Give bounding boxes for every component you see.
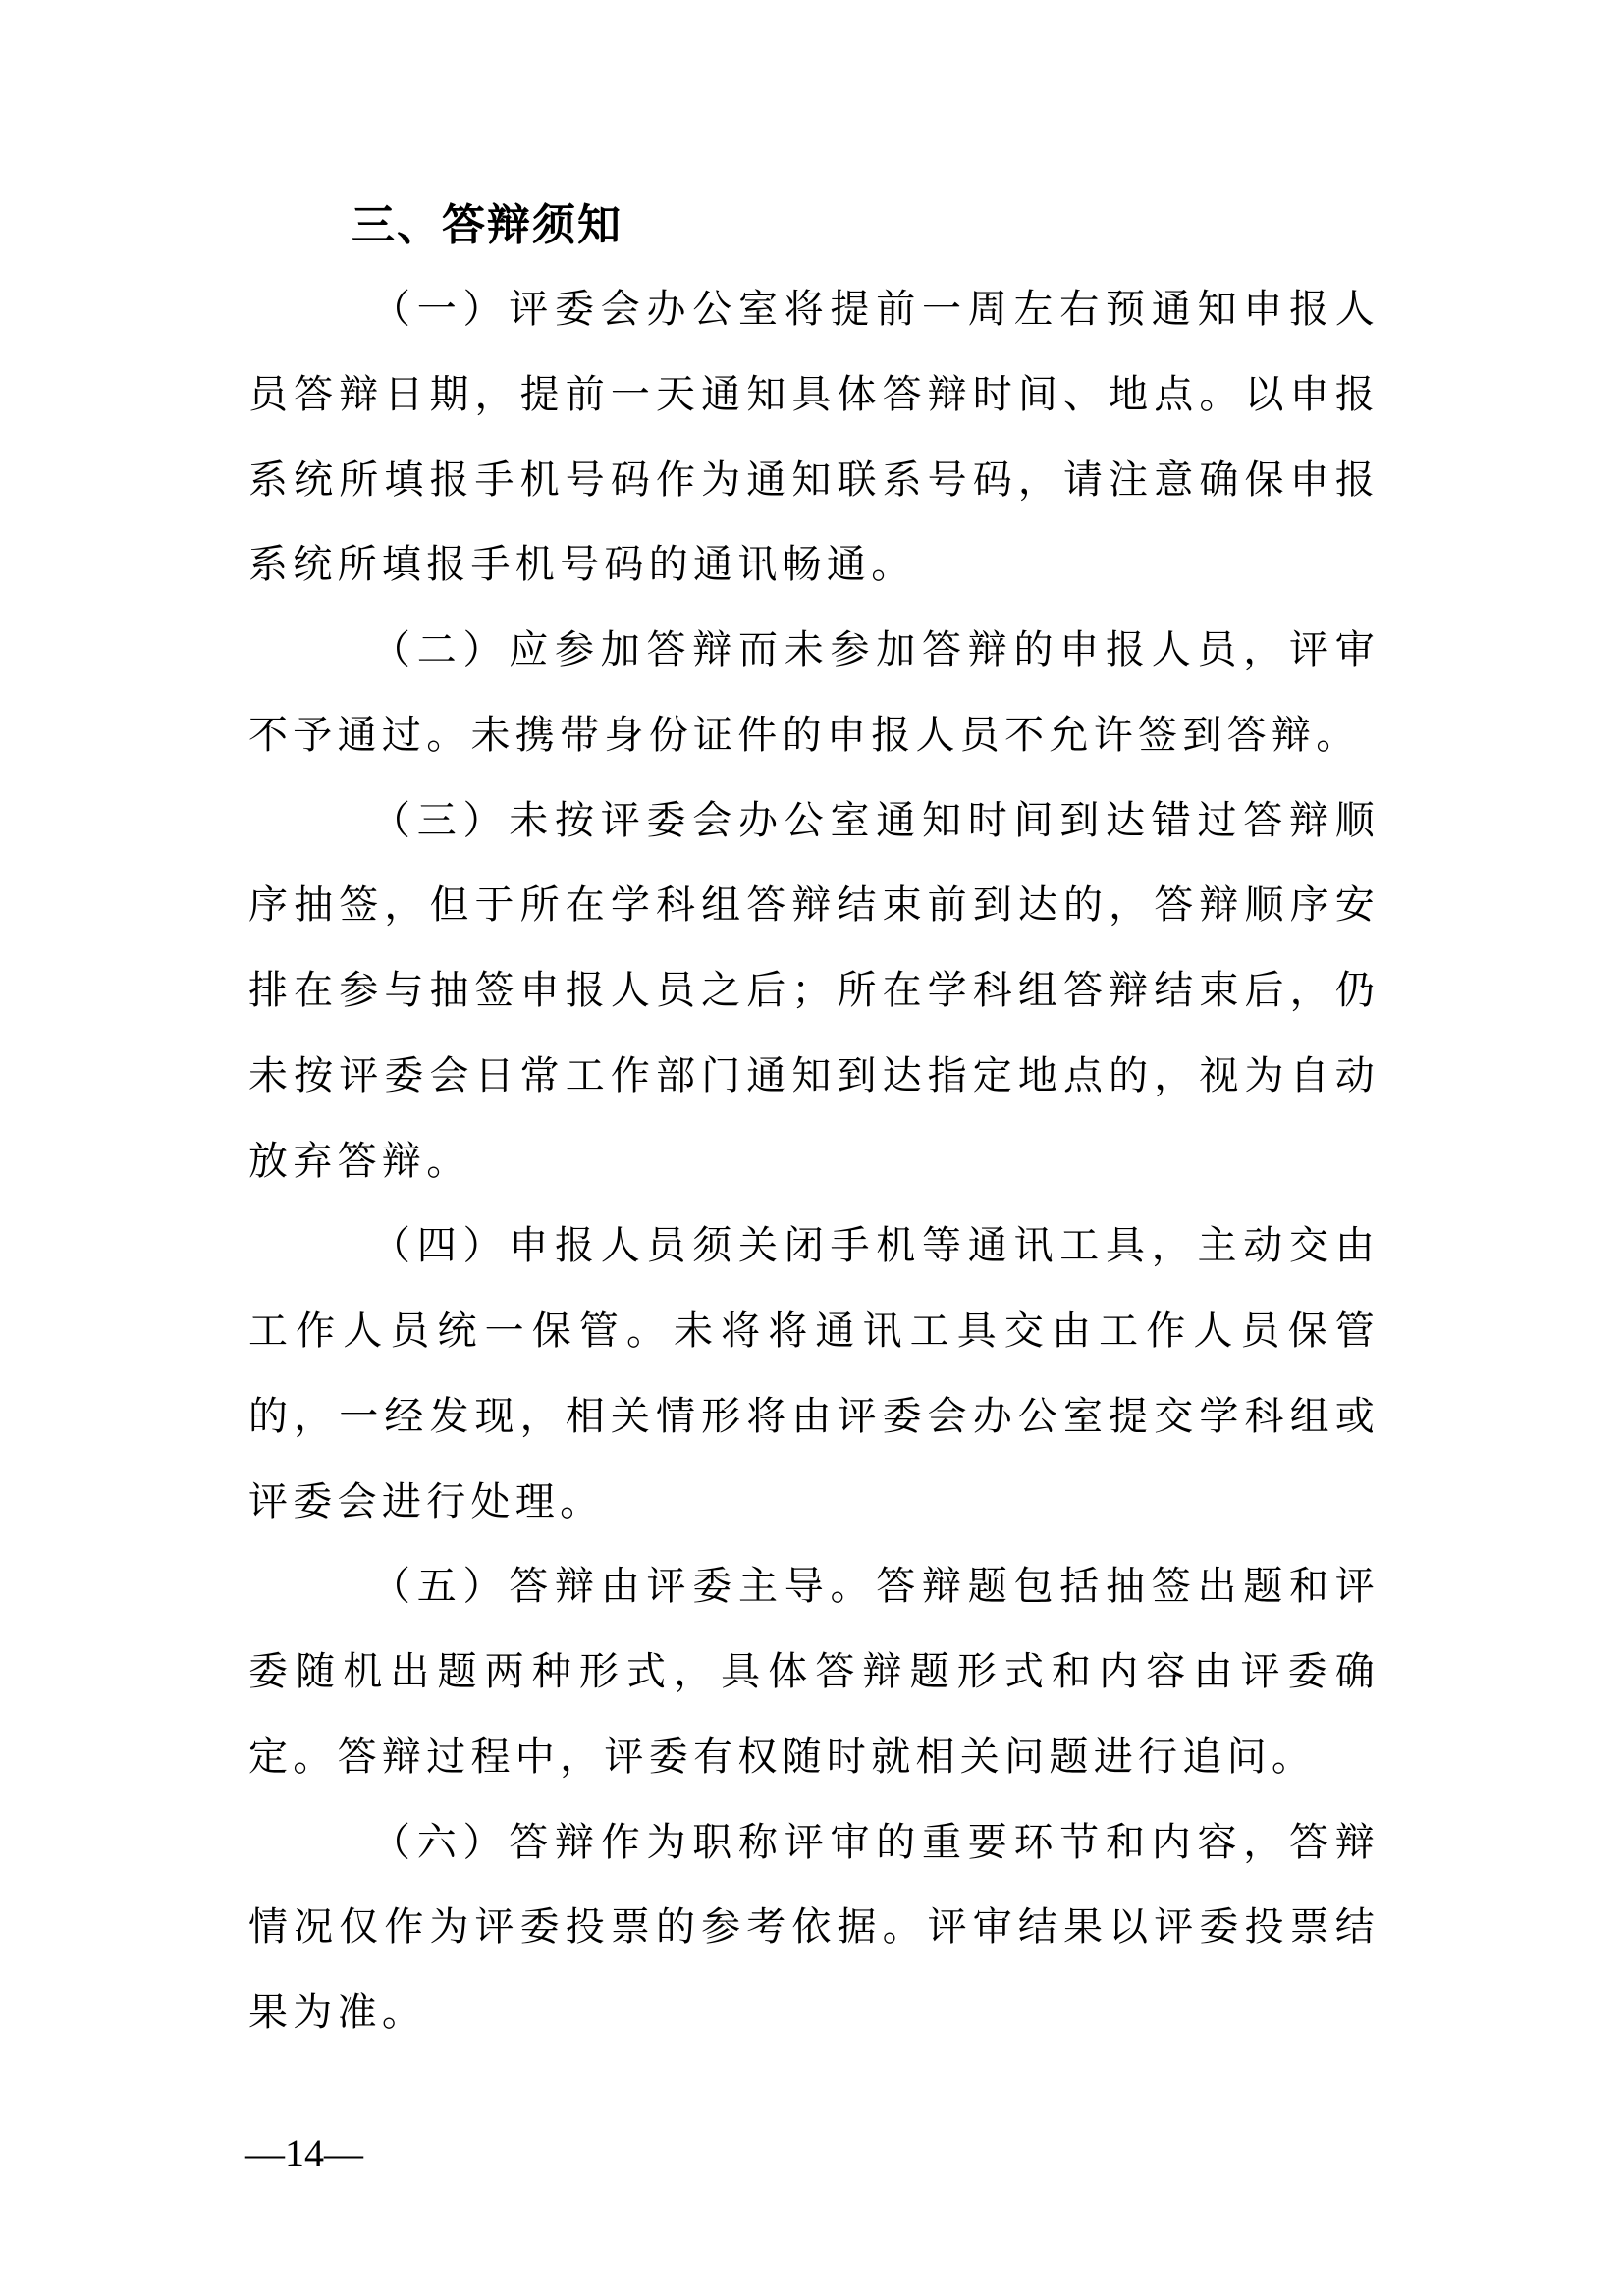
paragraph-questions: （五）答辩由评委主导。答辩题包括抽签出题和评委随机出题两种形式，具体答辩题形式和内容由评委确定。答辩过程中，评委有权随时就相关问题进行追问。	[248, 1564, 1380, 1780]
paragraph-attendance: （二）应参加答辩而未参加答辩的申报人员，评审不予通过。未携带身份证件的申报人员不允许签到答辩。	[248, 627, 1380, 758]
paragraph-notification: （一）评委会办公室将提前一周左右预通知申报人员答辩日期，提前一天通知具体答辩时间、地点。以申报系统所填报手机号码作为通知联系号码，请注意确保申报系统所填报手机号码的通讯畅通。	[248, 287, 1380, 588]
paragraph-late-arrival: （三）未按评委会办公室通知时间到达错过答辩顺序抽签，但于所在学科组答辩结束前到达的，答辩顺序安排在参与抽签申报人员之后；所在学科组答辩结束后，仍未按评委会日常工作部门通知到达指定地点的，视为自动放弃答辩。	[248, 797, 1380, 1184]
section-heading: 三、答辩须知	[352, 200, 623, 250]
page-number: —14—	[245, 2131, 363, 2175]
paragraph-results: （六）答辩作为职称评审的重要环节和内容，答辩情况仅作为评委投票的参考依据。评审结果以评委投票结果为准。	[248, 1819, 1380, 2035]
paragraph-devices: （四）申报人员须关闭手机等通讯工具，主动交由工作人员统一保管。未将将通讯工具交由工作人员保管的，一经发现，相关情形将由评委会办公室提交学科组或评委会进行处理。	[248, 1223, 1380, 1524]
section-body	[248, 267, 1380, 2056]
